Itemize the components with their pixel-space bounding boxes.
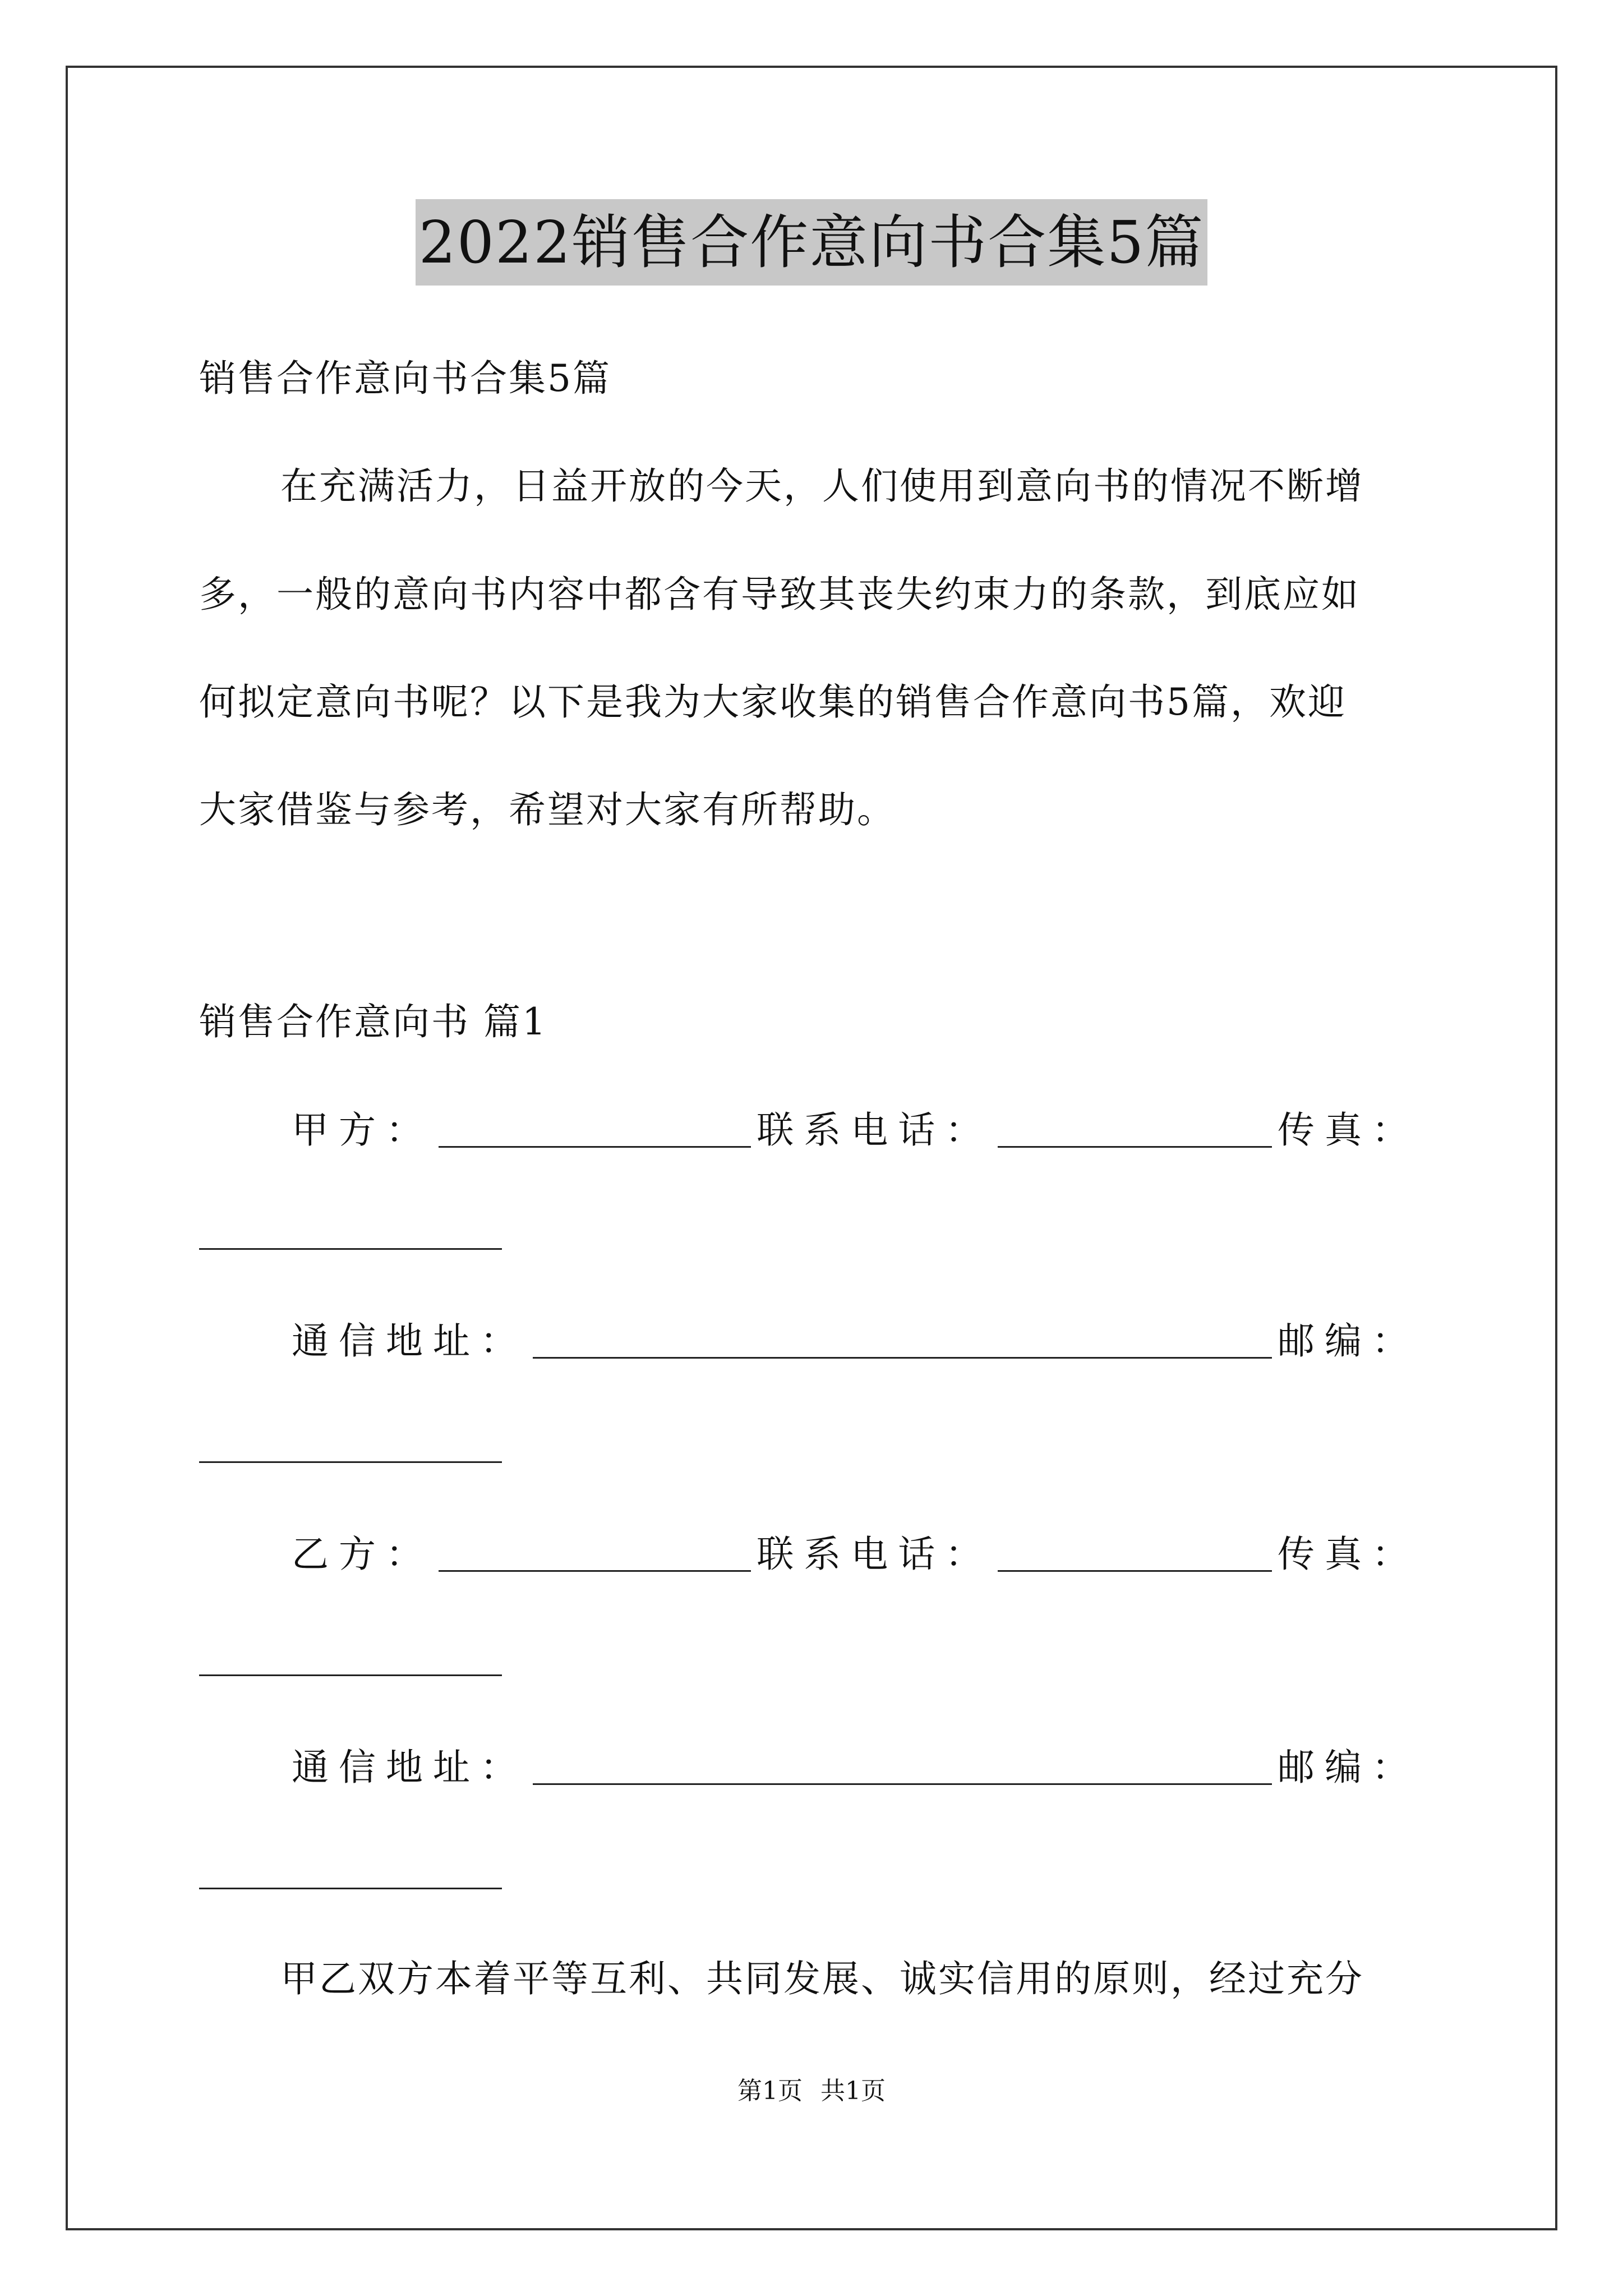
- title-container: [0, 199, 1623, 286]
- postcode-label-b: 邮编：: [1278, 1746, 1419, 1789]
- phone-label-b: 联系电话：: [757, 1533, 993, 1576]
- document-title: 2022销售合作意向书合集5篇: [416, 199, 1208, 286]
- address-label-a: 通信地址：: [292, 1319, 527, 1363]
- intro-line-1: 在充满活力，日益开放的今天，人们使用到意向书的情况不断增: [280, 464, 1364, 508]
- party-b-row: [292, 1529, 1419, 1580]
- party-b-blank: [439, 1536, 751, 1572]
- fax-label-b: 传真：: [1278, 1533, 1419, 1576]
- address-label-b: 通信地址：: [292, 1746, 527, 1789]
- party-a-row: [292, 1105, 1419, 1156]
- page-footer: 第1页 共1页: [737, 2077, 886, 2105]
- phone-blank-a: [998, 1112, 1272, 1148]
- address-a-row: [292, 1316, 1419, 1366]
- party-a-blank: [439, 1112, 751, 1148]
- fax-blank-a: [199, 1247, 502, 1250]
- address-blank-a: [533, 1323, 1272, 1359]
- section-heading: 销售合作意向书 篇1: [199, 1000, 547, 1043]
- phone-blank-b: [998, 1536, 1272, 1572]
- party-a-label: 甲方：: [292, 1108, 433, 1152]
- postcode-label-a: 邮编：: [1278, 1319, 1419, 1363]
- intro-line-2: 多，一般的意向书内容中都含有导致其丧失约束力的条款，到底应如: [199, 573, 1360, 616]
- postcode-blank-b: [199, 1887, 502, 1889]
- phone-label-a: 联系电话：: [757, 1108, 993, 1152]
- intro-line-3: 何拟定意向书呢？以下是我为大家收集的销售合作意向书5篇，欢迎: [199, 680, 1347, 724]
- fax-label-a: 传真：: [1278, 1108, 1419, 1152]
- party-b-label: 乙方：: [292, 1533, 433, 1576]
- document-subtitle: 销售合作意向书合集5篇: [199, 357, 611, 400]
- address-blank-b: [533, 1750, 1272, 1785]
- address-b-row: [292, 1742, 1419, 1793]
- closing-line: 甲乙双方本着平等互利、共同发展、诚实信用的原则，经过充分: [280, 1957, 1364, 2000]
- fax-blank-b: [199, 1673, 502, 1676]
- postcode-blank-a: [199, 1460, 502, 1463]
- intro-line-4: 大家借鉴与参考，希望对大家有所帮助。: [199, 788, 896, 831]
